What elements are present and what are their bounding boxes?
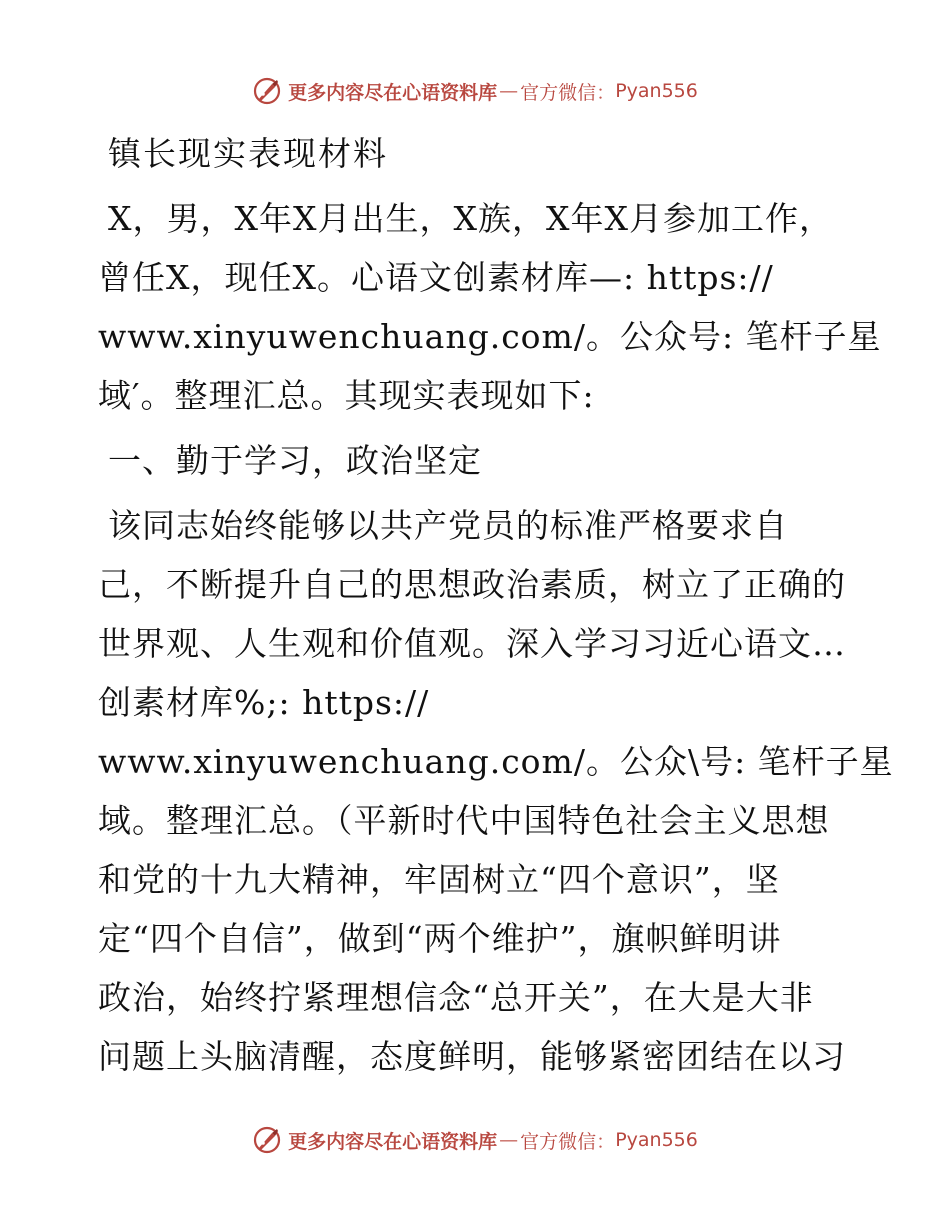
banner-dash: — — [499, 1129, 519, 1151]
banner-wechat-id: Pyan556 — [615, 1129, 698, 1151]
paragraph-line: 该同志始终能够以共产党员的标准严格要求自 — [108, 506, 788, 545]
banner-wechat-id: Pyan556 — [615, 80, 698, 102]
banner-official-label: 官方微信 — [520, 1130, 597, 1153]
paragraph-line: 定“四个自信”，做到“两个维护”，旗帜鲜明讲 — [98, 919, 782, 958]
paragraph-line: 政治，始终拧紧理想信念“总开关”，在大是大非 — [98, 978, 814, 1017]
intro-line: www.xinyuwenchuang.com/。公众号: 笔杆子星 — [98, 317, 882, 356]
intro-line: 域′。整理汇总。其现实表现如下: — [98, 376, 595, 415]
document-title: 镇长现实表现材料 — [108, 134, 388, 173]
banner-brand-text: 更多内容尽在心语资料库 — [288, 1130, 498, 1153]
quill-pen-logo-icon — [252, 1125, 282, 1155]
section1-paragraph — [98, 496, 894, 1086]
paragraph-line: 域。整理汇总。（平新时代中国特色社会主义思想 — [98, 801, 830, 840]
banner-official-label: 官方微信 — [520, 81, 597, 104]
intro-line: X，男，X年X月出生，X族，X年X月参加工作， — [108, 199, 833, 238]
paragraph-line: 世界观、人生观和价值观。深入学习习近心语文… — [98, 624, 846, 663]
paragraph-line: 创素材库%;: https:// — [98, 683, 430, 722]
banner-separator: ： — [596, 81, 616, 104]
intro-line: 曾任X，现任X。心语文创素材库—: https:// — [98, 258, 774, 297]
section-heading: 一、勤于学习，政治坚定 — [108, 441, 482, 480]
banner-dash: — — [499, 80, 519, 102]
banner-separator: ： — [596, 1130, 616, 1153]
intro-paragraph — [98, 189, 882, 425]
document-body — [98, 124, 894, 1086]
quill-pen-logo-icon — [252, 76, 282, 106]
paragraph-line: 问题上头脑清醒，态度鲜明，能够紧密团结在以习 — [98, 1037, 846, 1076]
footer-watermark-banner — [0, 1120, 950, 1160]
paragraph-line: 己，不断提升自己的思想政治素质，树立了正确的 — [98, 565, 846, 604]
paragraph-line: www.xinyuwenchuang.com/。公众\号: 笔杆子星 — [98, 742, 894, 781]
paragraph-line: 和党的十九大精神，牢固树立“四个意识”，坚 — [98, 860, 780, 899]
banner-brand-text: 更多内容尽在心语资料库 — [288, 81, 498, 104]
header-watermark-banner — [0, 71, 950, 111]
